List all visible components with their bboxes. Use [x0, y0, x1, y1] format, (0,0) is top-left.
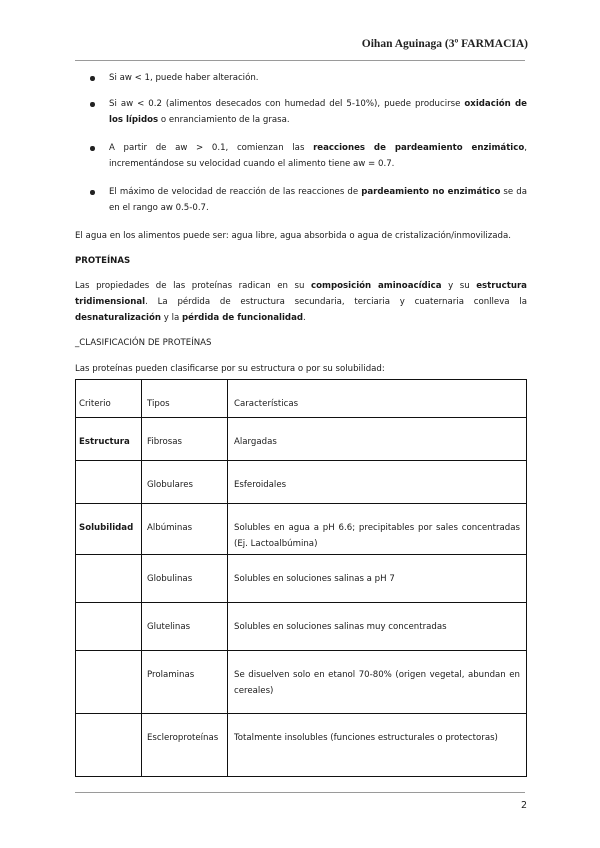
section-title-proteins: PROTEÍNAS [75, 256, 131, 266]
cell-caracteristicas: Alargadas [228, 418, 527, 461]
cell-tipo: Escleroproteínas [142, 714, 228, 777]
cell-criterio [76, 714, 142, 777]
table-row [76, 555, 527, 603]
header-tipos: Tipos [142, 380, 228, 418]
bullet-item: El máximo de velocidad de reacción de las reacciones de pardeamiento no enzimático se da en el rango aw 0.5-0.7. [75, 184, 527, 216]
footer-divider [75, 792, 525, 793]
water-types-paragraph: El agua en los alimentos puede ser: agua libre, agua absorbida o agua de cristalización/inmovilizada. [75, 231, 511, 241]
cell-caracteristicas: Totalmente insolubles (funciones estructurales o protectoras) [228, 714, 527, 777]
cell-criterio: Solubilidad [76, 504, 142, 555]
table-row [76, 418, 527, 461]
cell-tipo: Prolaminas [142, 651, 228, 714]
cell-tipo: Globulares [142, 461, 228, 504]
table-header-row [76, 380, 527, 418]
bullet-item: Si aw < 1, puede haber alteración. [75, 70, 527, 86]
proteins-paragraph: Las propiedades de las proteínas radican en su composición aminoacídica y su estructura tridimensional. La pérdida de estructura secundaria, terciaria y cuaternaria conlleva la desnaturalización y la pérdida de funcionalidad. [75, 281, 527, 323]
bullet-item: A partir de aw > 0.1, comienzan las reacciones de pardeamiento enzimático, incrementándose su velocidad cuando el alimento tiene aw = 0.7. [75, 140, 527, 172]
header-divider [75, 60, 525, 61]
cell-criterio [76, 461, 142, 504]
cell-tipo: Glutelinas [142, 603, 228, 651]
cell-criterio [76, 603, 142, 651]
aw-bullet-list [75, 70, 527, 216]
cell-tipo: Fibrosas [142, 418, 228, 461]
page-number: 2 [520, 800, 527, 811]
table-row [76, 504, 527, 555]
cell-criterio [76, 555, 142, 603]
cell-caracteristicas: Solubles en agua a pH 6.6; precipitables por sales concentradas (Ej. Lactoalbúmina) [228, 504, 527, 555]
subsection-title-classification: _CLASIFICACIÓN DE PROTEÍNAS [75, 338, 212, 348]
page-content [75, 70, 527, 777]
header-caracteristicas: Características [228, 380, 527, 418]
protein-classification-table [75, 379, 527, 777]
header-author: Oihan Aguinaga (3º FARMACIA) [361, 38, 528, 50]
bullet-item: Si aw < 0.2 (alimentos desecados con humedad del 5-10%), puede producirse oxidación de los lípidos o enranciamiento de la grasa. [75, 96, 527, 128]
table-row [76, 461, 527, 504]
cell-criterio: Estructura [76, 418, 142, 461]
cell-caracteristicas: Solubles en soluciones salinas a pH 7 [228, 555, 527, 603]
cell-caracteristicas: Se disuelven solo en etanol 70-80% (origen vegetal, abundan en cereales) [228, 651, 527, 714]
table-row [76, 651, 527, 714]
cell-tipo: Albúminas [142, 504, 228, 555]
table-intro: Las proteínas pueden clasificarse por su estructura o por su solubilidad: [75, 364, 385, 374]
cell-criterio [76, 651, 142, 714]
table-row [76, 603, 527, 651]
table-row [76, 714, 527, 777]
cell-caracteristicas: Solubles en soluciones salinas muy concentradas [228, 603, 527, 651]
cell-tipo: Globulinas [142, 555, 228, 603]
cell-caracteristicas: Esferoidales [228, 461, 527, 504]
header-criterio: Criterio [76, 380, 142, 418]
